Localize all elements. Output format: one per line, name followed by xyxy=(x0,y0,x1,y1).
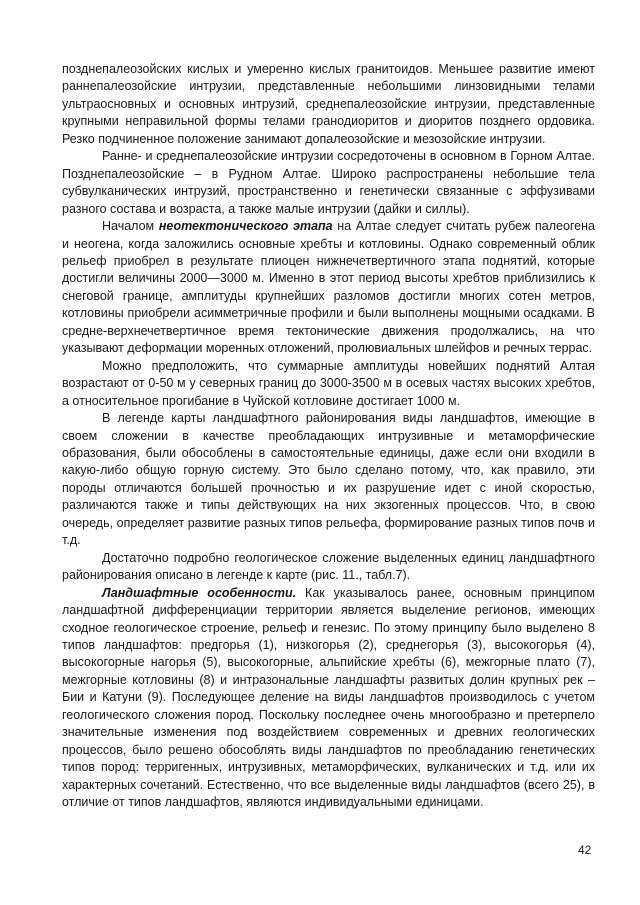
paragraph-6: Достаточно подробно геологическое сложение выделенных единиц ландшафтного районирования описано в легенде к карте (рис. 11., табл.7). xyxy=(62,550,595,583)
paragraph-4: Можно предположить, что суммарные амплитуды новейших поднятий Алтая возрастают от 0-50 м у северных границ до 3000-3500 м в осевых частях высоких хребтов, а относительное прогибание в Чуйской котловине достигает 1000 м. xyxy=(62,358,595,408)
term-neotectonic-stage: неотектонического этапа xyxy=(158,219,333,234)
paragraph-3-rest: на Алтае следует считать рубеж палеогена и неогена, когда заложились основные хребты и котловины. Однако современный облик рельеф приобрел в результате плиоцен нижнечетвертичного этапа поднятий, которые достигли величины 2000—3000 м. Именно в этот период высоты хребтов приблизились к снеговой границе, амплитуды крупнейших разломов достигли многих сотен метров, котловины приобрели асимметричные профили и были выполнены мощными осадками. В средне-верхнечетвертичное время тектонические движения продолжались, на что указывают деформации моренных отложений, пролювиальных шлейфов и речных террас. xyxy=(62,219,595,356)
page-number: 42 xyxy=(578,843,592,857)
paragraph-5: В легенде карты ландшафтного районирования виды ландшафтов, имеющие в своем сложении в качестве преобладающих интрузивные и метаморфические образования, были обособлены в самостоятельные единицы, даже если они входили в какую-либо общую горную систему. Это было сделано потому, что, как правило, эти породы отличаются большей прочностью и их разрушение идет с иной скоростью, различаются также и типы действующих на них экзогенных процессов. Что, в свою очередь, определяет развитие разных типов рельефа, формирование разных типов почв и т.д. xyxy=(62,411,595,548)
paragraph-7-rest: Как указывалось ранее, основным принципом ландшафтной дифференциации территории является выделение регионов, имеющих сходное геологическое строение, рельеф и генезис. По этому принципу было выделено 8 типов ландшафтов: предгорья (1), низкогорья (2), среднегорья (3), высокогорья (4), высокогорные нагорья (5), высокогорные, альпийские хребты (6), межгорные плато (7), межгорные котловины (8) и интразональные ландшафты развитых долин крупных рек – Бии и Катуни (9). Последующее деление на виды ландшафтов производилось с учетом геологического сложения пород. Поскольку последнее очень многообразно и претерпело значительные изменения под воздействием современных и древних геологических процессов, было решено обособлять виды ландшафтов по преобладанию генетических типов пород: терригенных, интрузивных, метаморфических, вулканических и т.д. или их характерных сочетаний. Естественно, что все выделенные виды ландшафтов (всего 25), в отличие от типов ландшафтов, являются индивидуальными единицами. xyxy=(62,585,595,810)
paragraph-7 xyxy=(62,585,595,812)
heading-landscape-features: Ландшафтные особенности. xyxy=(102,585,297,600)
body-text xyxy=(62,61,595,811)
paragraph-3-lead: Началом xyxy=(102,219,159,234)
paragraph-1: позднепалеозойских кислых и умеренно кислых гранитоидов. Меньшее развитие имеют раннепалеозойские интрузии, представленные небольшими линзовидными телами ультраосновных и основных интрузий, среднепалеозойские интрузии, представленные крупными неправильной формы телами гранодиоритов и диоритов позднего ордовика. Резко подчиненное положение занимают допалеозойские и мезозойские интрузии. xyxy=(62,62,595,146)
paragraph-2: Ранне- и среднепалеозойские интрузии сосредоточены в основном в Горном Алтае. Позднепалеозойские – в Рудном Алтае. Широко распространены небольшие тела субвулканических интрузий, пространственно и генетически связанные с эффузивами разного состава и возраста, а также малые интрузии (дайки и силлы). xyxy=(62,149,595,216)
paragraph-3 xyxy=(62,218,595,358)
